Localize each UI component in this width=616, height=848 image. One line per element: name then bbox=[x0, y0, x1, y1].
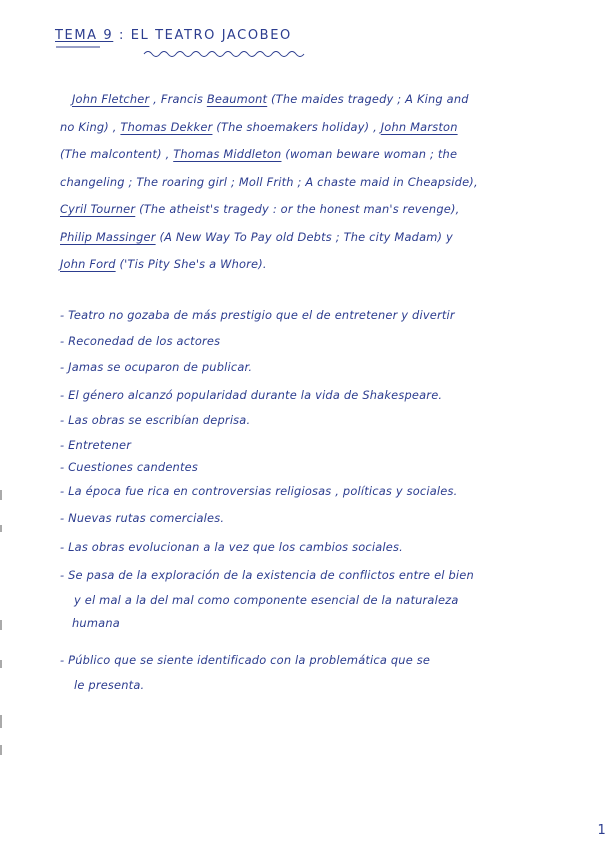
note-line: - Las obras se escribían deprisa. bbox=[60, 413, 251, 427]
paragraph-text: (The atheist's tragedy : or the honest man's revenge), bbox=[135, 202, 460, 216]
note-line: - Teatro no gozaba de más prestigio que el de entretener y divertir bbox=[60, 308, 455, 322]
author-name: Cyril Tourner bbox=[60, 202, 136, 216]
author-name: Thomas Middleton bbox=[173, 147, 282, 161]
note-line: le presenta. bbox=[74, 678, 145, 692]
author-name: John Ford bbox=[60, 257, 116, 271]
note-line: - Cuestiones candentes bbox=[60, 460, 198, 474]
paragraph-text: (The shoemakers holiday) , bbox=[212, 119, 381, 134]
paragraph-line bbox=[60, 257, 267, 271]
paragraph-text: ('Tis Pity She's a Whore). bbox=[115, 257, 267, 271]
title-topic: EL TEATRO JACOBEO bbox=[130, 28, 292, 43]
note-line: y el mal a la del mal como componente esencial de la naturaleza bbox=[74, 593, 459, 607]
note-line: - Reconedad de los actores bbox=[60, 334, 221, 348]
page-title bbox=[55, 28, 292, 43]
page-number: 1 bbox=[597, 823, 606, 838]
paragraph-line bbox=[60, 230, 453, 244]
paragraph-text: (woman beware woman ; the bbox=[281, 147, 458, 161]
note-line: humana bbox=[72, 616, 120, 630]
paragraph-text: no King) , bbox=[60, 119, 121, 134]
note-line: - Se pasa de la exploración de la existencia de conflictos entre el bien bbox=[60, 568, 474, 582]
note-line: - Nuevas rutas comerciales. bbox=[60, 511, 225, 525]
paragraph-line bbox=[60, 147, 457, 161]
paragraph-text: changeling ; The roaring girl ; Moll Frith ; A chaste maid in Cheapside), bbox=[60, 174, 478, 189]
title-separator: : bbox=[119, 28, 125, 43]
author-name: John Fletcher bbox=[72, 92, 150, 106]
author-name: Beaumont bbox=[206, 92, 268, 106]
title-tema: TEMA 9 bbox=[55, 28, 114, 43]
author-name: John Marston bbox=[380, 119, 458, 134]
note-line: - Las obras evolucionan a la vez que los cambios sociales. bbox=[60, 540, 403, 554]
note-line: - Público que se siente identificado con la problemática que se bbox=[60, 653, 431, 667]
paragraph-line bbox=[72, 92, 469, 106]
paragraph-text: (The malcontent) , bbox=[60, 147, 174, 161]
author-name: Thomas Dekker bbox=[120, 119, 213, 134]
title-underline-decoration bbox=[52, 44, 322, 60]
author-name: Philip Massinger bbox=[60, 229, 156, 244]
note-line: - Jamas se ocuparon de publicar. bbox=[60, 360, 253, 374]
paragraph-line bbox=[60, 120, 458, 134]
paragraph-text: (A New Way To Pay old Debts ; The city Madam) y bbox=[155, 229, 453, 244]
margin-marks bbox=[0, 470, 4, 770]
note-line: - La época fue rica en controversias religiosas , políticas y sociales. bbox=[60, 484, 458, 498]
note-line: - El género alcanzó popularidad durante la vida de Shakespeare. bbox=[60, 388, 443, 402]
paragraph-line bbox=[60, 175, 478, 189]
paragraph-text: (The maides tragedy ; A King and bbox=[267, 92, 469, 106]
note-line: - Entretener bbox=[60, 438, 132, 452]
paragraph-text: , Francis bbox=[149, 92, 207, 106]
paragraph-line bbox=[60, 202, 459, 216]
